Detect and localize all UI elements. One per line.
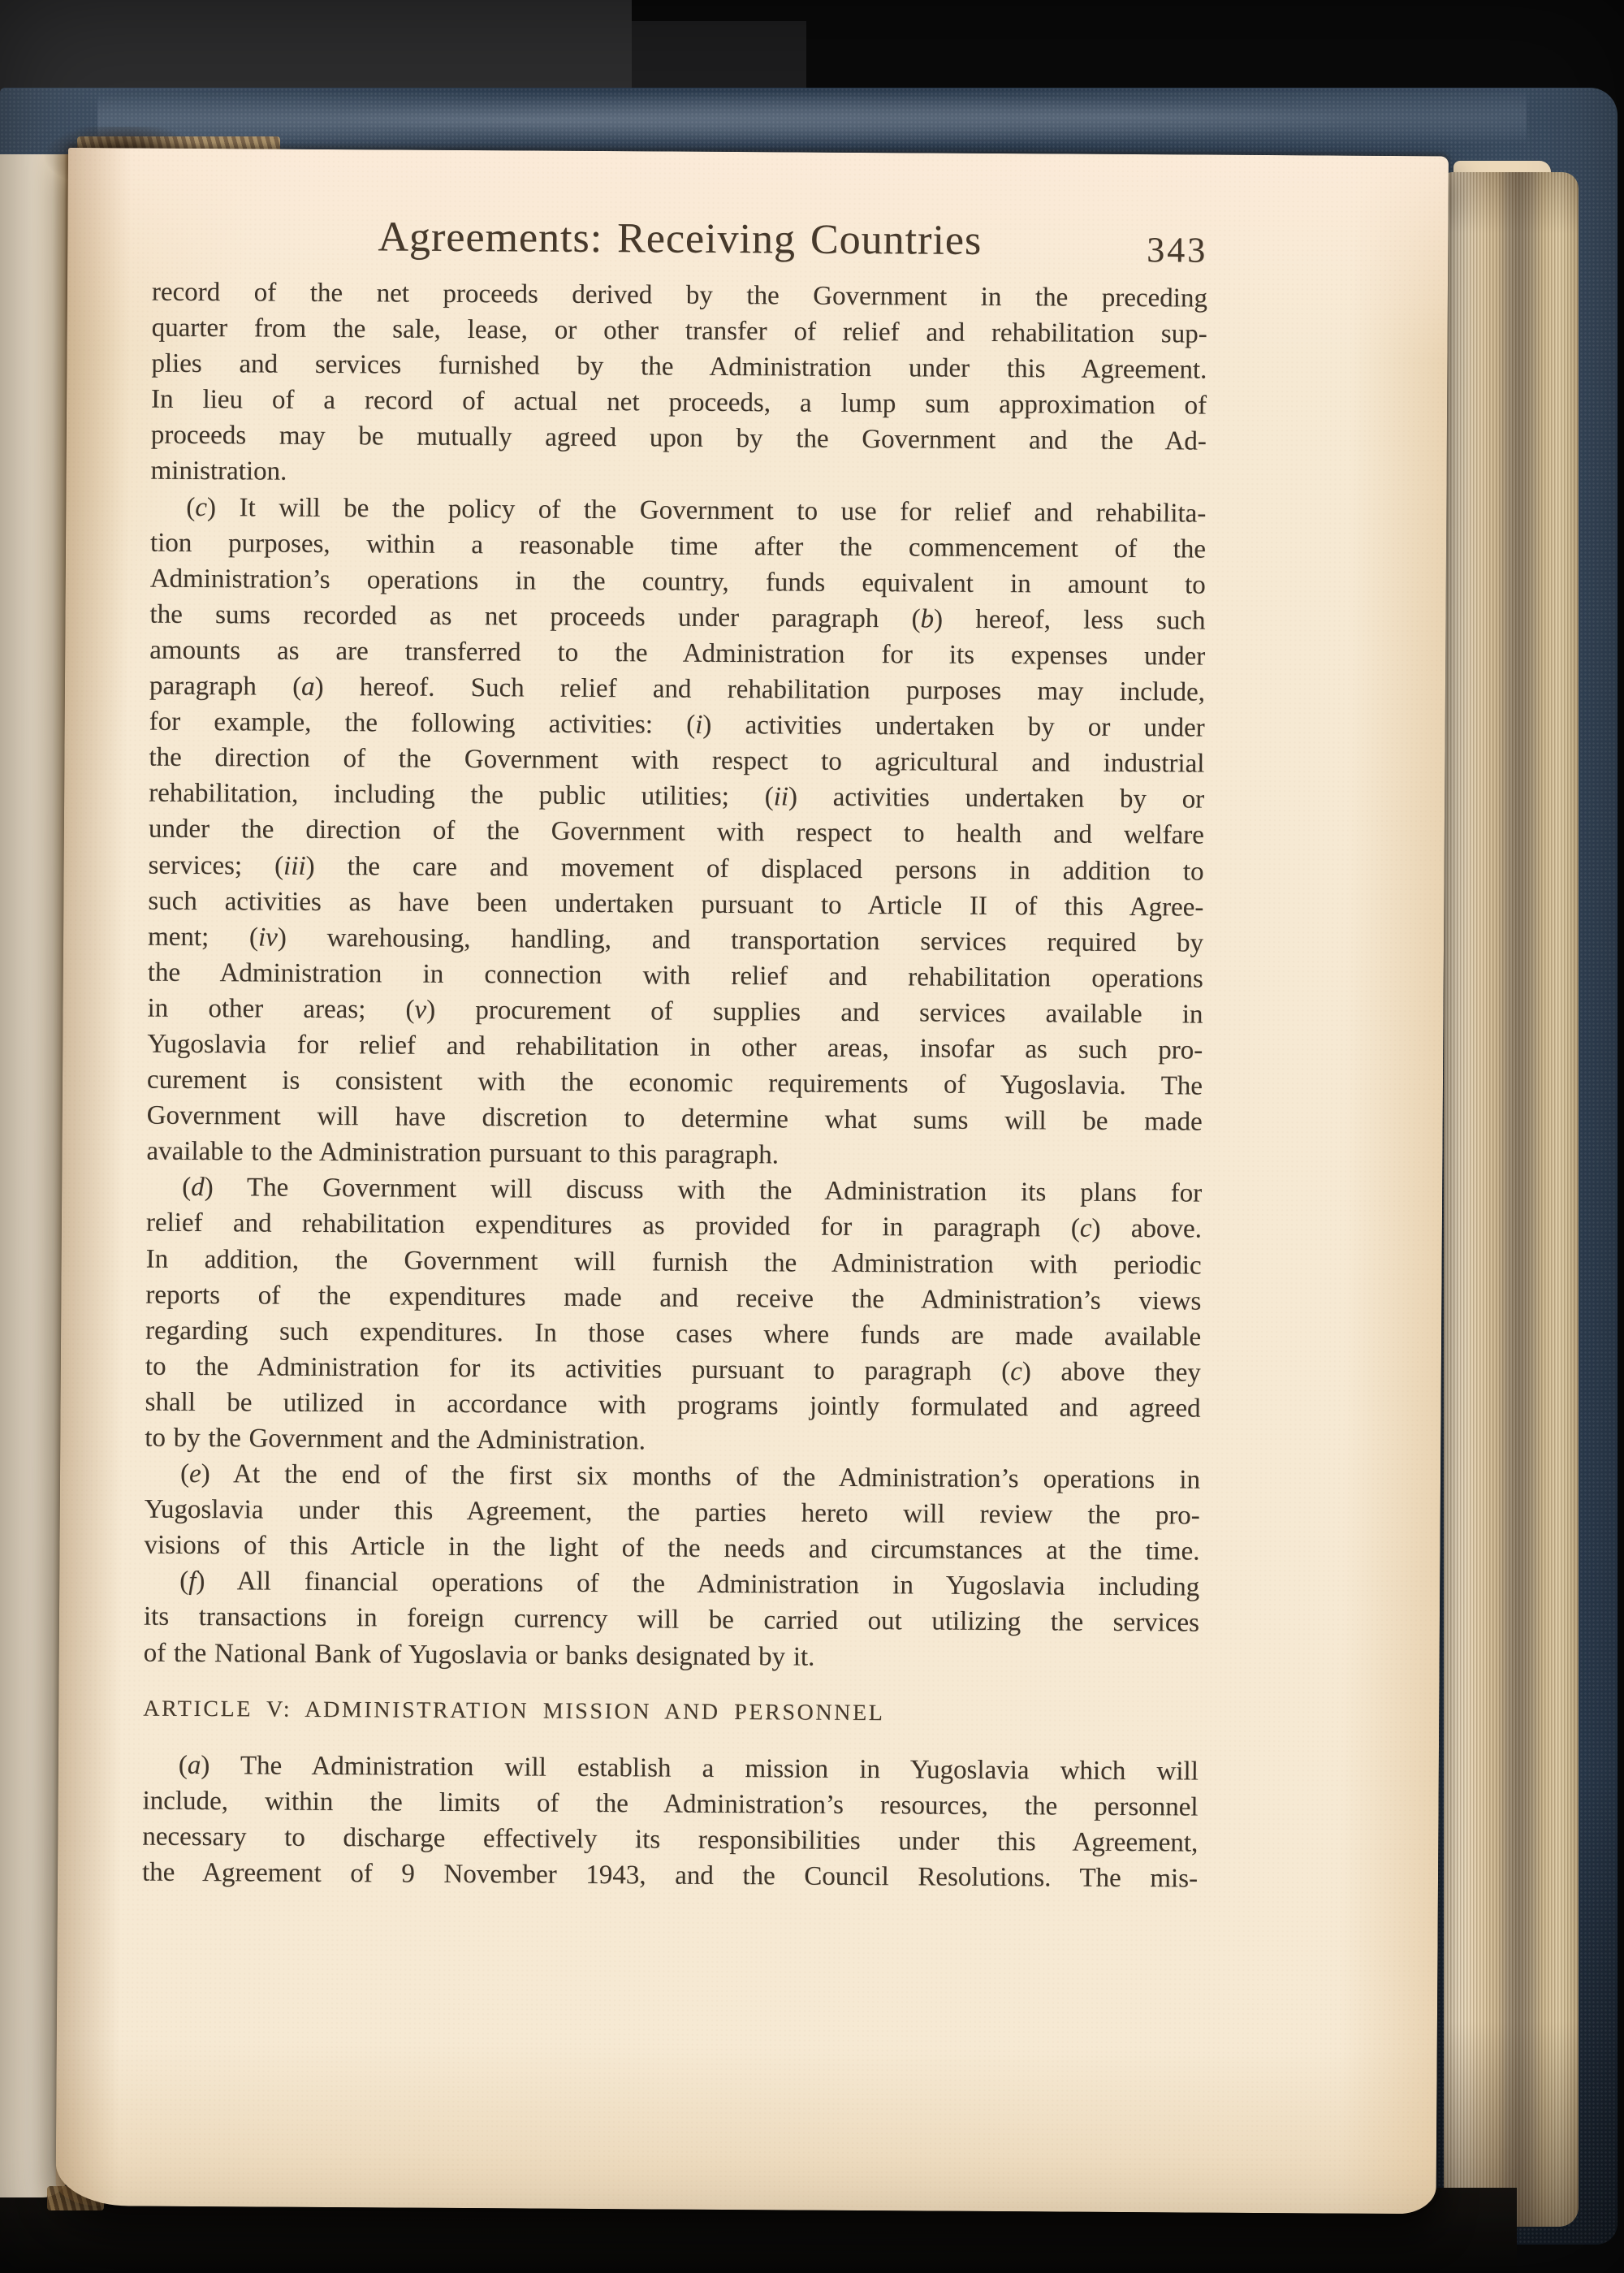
text-line: for example, the following activities: (i) activities undertaken by or under [149, 707, 1205, 743]
text-line: services; (iii) the care and movement of displaced persons in addition to [148, 850, 1204, 887]
text-line: necessary to discharge effectively its responsibilities under this Agreement, [142, 1821, 1199, 1858]
book-page [56, 148, 1449, 2214]
text-line: record of the net proceeds derived by the Government in the preceding [151, 277, 1208, 313]
text-line: its transactions in foreign currency will be carried out utilizing the services [143, 1602, 1200, 1639]
paragraph [144, 1563, 1200, 1677]
text-line: Administration’s operations in the country, funds equivalent in amount to [149, 564, 1206, 600]
text-line: the Administration in connection with relief and rehabilitation operations [147, 957, 1203, 994]
text-line: paragraph (a) hereof. Such relief and rehabilitation purposes may include, [149, 671, 1206, 707]
background-slab-right [632, 21, 806, 93]
paragraph [146, 489, 1206, 1176]
text-line: quarter from the sale, lease, or other transfer of relief and rehabilitation sup- [151, 313, 1207, 349]
paragraph [145, 1169, 1202, 1463]
text-line: the sums recorded as net proceeds under paragraph (b) hereof, less such [149, 599, 1206, 636]
text-line: proceeds may be mutually agreed upon by the Government and the Ad- [150, 421, 1207, 456]
text-line: amounts as are transferred to the Administration for its expenses under [149, 635, 1206, 672]
cover-sheen [97, 91, 1527, 156]
text-line: ment; (iv) warehousing, handling, and transportation services required by [147, 922, 1204, 958]
page-stack-edges [1444, 172, 1579, 2227]
text-line: (e) At the end of the first six months of the Administration’s operations in [179, 1458, 1201, 1495]
text-line: regarding such expenditures. In those cases where funds are made available [145, 1316, 1202, 1352]
text-line: in other areas; (v) procurement of supplies and services available in [147, 993, 1203, 1030]
text-line: such activities as have been undertaken pursuant to Article II of this Agree- [148, 886, 1204, 923]
background-slab-left [0, 0, 632, 93]
text-line: tion purposes, within a reasonable time after the commencement of the [149, 528, 1207, 564]
paragraph [150, 274, 1207, 495]
text-line: to by the Government and the Administration. [145, 1423, 646, 1456]
text-line: under the direction of the Government with respect to health and welfare [148, 815, 1204, 850]
text-line: Government will have discretion to determine what sums will be made [146, 1100, 1203, 1137]
text-line: the Agreement of 9 November 1943, and the Council Resolutions. The mis- [141, 1857, 1199, 1894]
text-line: include, within the limits of the Administration’s resources, the personnel [142, 1786, 1199, 1822]
text-line: (a) The Administration will establish a mission in Yugoslavia which will [178, 1750, 1199, 1787]
text-line: of the National Bank of Yugoslavia or banks designated by it. [143, 1638, 815, 1672]
text-line: relief and rehabilitation expenditures as provided for in paragraph (c) above. [145, 1208, 1202, 1244]
running-header-title: Agreements: Receiving Countries [378, 214, 983, 264]
text-line: Yugoslavia for relief and rehabilitation in other areas, insofar as such pro- [147, 1029, 1203, 1065]
text-line: rehabilitation, including the public utilities; (ii) activities undertaken by or [149, 778, 1205, 815]
text-line: the direction of the Government with respect to agricultural and industrial [149, 742, 1205, 779]
paragraph [144, 1456, 1200, 1570]
text-line: available to the Administration pursuant to this paragraph. [146, 1136, 780, 1170]
text-line: shall be utilized in accordance with programs jointly formulated and agreed [145, 1387, 1201, 1424]
text-line: In addition, the Government will furnish the Administration with periodic [145, 1244, 1202, 1281]
text-line: In lieu of a record of actual net proceeds, a lump sum approximation of [150, 384, 1207, 421]
body-text [142, 274, 1207, 1897]
text-line: visions of this Article in the light of the needs and circumstances at the time. [144, 1530, 1200, 1566]
text-line: Yugoslavia under this Agreement, the parties hereto will review the pro- [144, 1494, 1200, 1531]
text-line: curement is consistent with the economic requirements of Yugoslavia. The [146, 1065, 1203, 1101]
section-heading: ARTICLE V: ADMINISTRATION MISSION AND PERSONNEL [143, 1696, 885, 1726]
text-line: (c) It will be the policy of the Government to use for relief and rehabilita- [186, 492, 1207, 529]
text-line: (f) All financial operations of the Administration in Yugoslavia including [179, 1566, 1200, 1602]
text-line: plies and services furnished by the Administration under this Agreement. [151, 348, 1207, 385]
paragraph [142, 1747, 1199, 1896]
text-line: ministration. [150, 456, 287, 487]
text-line: reports of the expenditures made and receive the Administration’s views [145, 1280, 1202, 1316]
running-header [152, 212, 1207, 269]
page-number: 343 [1147, 230, 1208, 270]
text-line: (d) The Government will discuss with the Administration its plans for [182, 1173, 1203, 1208]
text-line: to the Administration for its activities pursuant to paragraph (c) above they [145, 1351, 1201, 1388]
